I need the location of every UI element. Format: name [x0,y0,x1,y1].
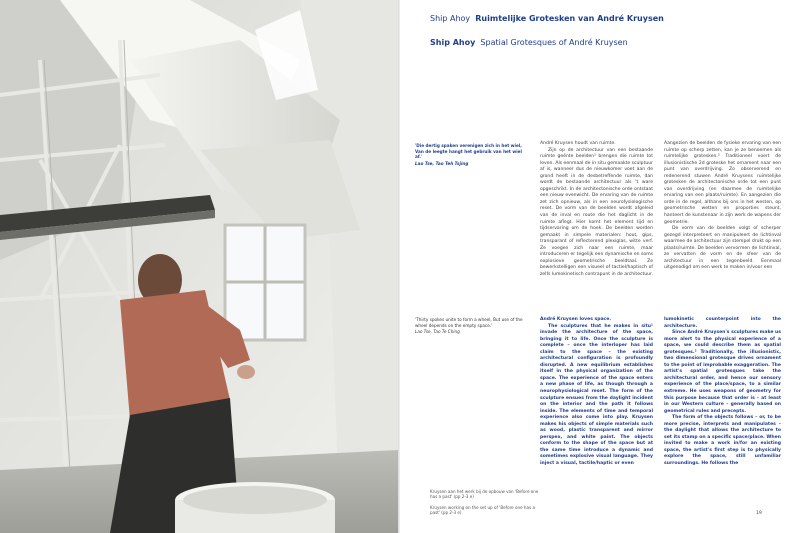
dutch-title-text: Ruimtelijke Grotesken van André Kruysen [475,14,664,23]
epigraph-english-attribution: Lao Tse, Tao Te Ching [415,329,460,335]
photo-artist-at-work [0,0,398,533]
epigraph-dutch-attribution: Lao Tse, Tao Teh Tsjing [415,160,469,166]
paragraph: Since André Kruysen's sculptures make us more alert to the physical experience of a space, we could describe them as spatial grotesques.² Traditionally, the illusionistic, two dimensional grotesque drives ornament to the point of improbable exaggeration. The artist's spatial grotesques take the architectural order, and hence our sensory experience of the place/space, to a similar extreme. He uses weapons of geometry for this purpose because that order is – at least in our Western culture – generally based on geometrical rules and precepts. [664,330,781,414]
epigraph-dutch [415,143,527,166]
english-title-text: Spatial Grotesques of André Kruysen [480,38,628,47]
photo-caption-dutch: Kruysen aan het werk bij de opbouw van 'Before one has a past' (pp 2-3 e) [430,489,539,500]
epigraph-dutch-text: 'Die dertig spaken verenigen zich in het wiel, Van de leegte hangt het gebruik van het wiel af.' [415,143,522,160]
paragraph: André Kruysen loves space. [540,317,612,322]
body-dutch-left-column [540,141,653,278]
paragraph: De vorm van de beelden volgt of scherper gezegd interpreteert en manipuleert de lichtinval waarmee de architectuur zijn stempel drukt op een plaats/ruimte. De beelden vervormen de lichtinval, ze vervatten de vorm en de sfeer van de architectuur in een tegenbeeld. Eenmaal uitgenodigd om een werk te maken in/voor een [664,226,781,271]
epigraph-english [415,317,527,335]
photo-caption-english: Kruysen working on the set up of 'Before one has a past' (pp 2-3 e) [430,505,535,516]
page-number: 19 [756,511,762,516]
text-page [400,0,800,533]
paragraph: The sculptures that he makes in situ¹ invade the architecture of the space, bringing it to life. Once the sculpture is complete – once the interloper has laid claim to the space – the existing architectural configuration is profoundly disrupted. A new equilibrium establishes itself in the physical organization of the space. The experience of the space enters a new phase of life, as though through a neurophysiological reset. The form of the sculpture ensues from the daylight incident on the interior and the path it follows inside. The elements of time and temporal experience also come into play. Kruysen makes his objects of simple materials such as wood, plastic transparent and mirror perspex, and white paint. The objects conform to the shape of the space but at the same time introduce a dynamic and sometimes explosive visual language. They inject a visual, tactile/haptic or even [540,323,653,467]
artist-hand [237,365,255,379]
paragraph: Aangezien de beelden de fysieke ervaring van een ruimte op scherp zetten, kan je ze benoemen als ruimtelijke grotesken.² Traditioneel voert de illusionistische 2d groteske het ornament naar een punt van overdrijving. Zo observerend en redenerend stuwen André Kruysens ruimtelijke grotesken de architectonische orde tot een punt van overdrijving (en daarmee de ruimtelijke ervaring van een plaats/ruimte). En aangezien die orde in de regel, althans bij ons in het westen, op geometrische wetten en proporties steunt, hanteert de kunstenaar in zijn werk de wapens der geometrie. [664,141,781,225]
paragraph: The form of the objects follows – or, to be more precise, interprets and manipulates – the daylight that allows the architecture to set its stamp on a specific space/place. When invited to make a work in/for an existing space, the artist's first step is to physically explore the space, still unfamiliar surroundings. He follows the [664,415,781,467]
body-english-right-column [664,317,781,468]
studio-photo-illustration [0,0,398,533]
english-series-label: Ship Ahoy [430,38,476,47]
body-dutch-right-column [664,141,781,272]
body-english-left-column [540,317,653,468]
epigraph-english-text: 'Thirty spokes unite to form a wheel, But use of the wheel depends on the empty space.' [415,317,523,328]
paragraph: Zijn op de architectuur van een bestaande ruimte geënte beelden¹ brengen die ruimte tot leven. Als eenmaal de in situ gemaakte sculptuur af is, wanneer dus de nieuwkomer voet aan de grond heeft in de desbetreffende ruimte, dan wordt de bestaande architectuur als 't ware opgeschrikt. In de architectonische orde ontstaat een nieuw evenwicht. De ervaring van de ruimte zet zich opnieuw, als in een neurofysiologische reset. De vorm van de beelden wordt afgeleid van de inval en route die het daglicht in de ruimte aflegt. Hier komt het element tijd en tijdservaring om de hoek. De beelden worden gemaakt in simpele materialen: hout, gips, transparant of reflecterend plexiglas, witte verf. Ze voegen zich naar een ruimte, maar introduceren er tegelijk een dynamische en soms explosieve geometrische beeldtaal. Ze bewerkstelligen een visueel of tactiel/haptisch of zelfs lumokinetisch contrapunt in de architectuur. [540,147,653,277]
english-title [430,38,628,47]
paragraph: André Kruysen houdt van ruimte. [540,141,616,146]
paragraph: lumokinetic counterpoint into the architecture. [664,317,781,329]
dutch-series-label: Ship Ahoy [430,14,471,23]
dutch-title [430,14,664,23]
